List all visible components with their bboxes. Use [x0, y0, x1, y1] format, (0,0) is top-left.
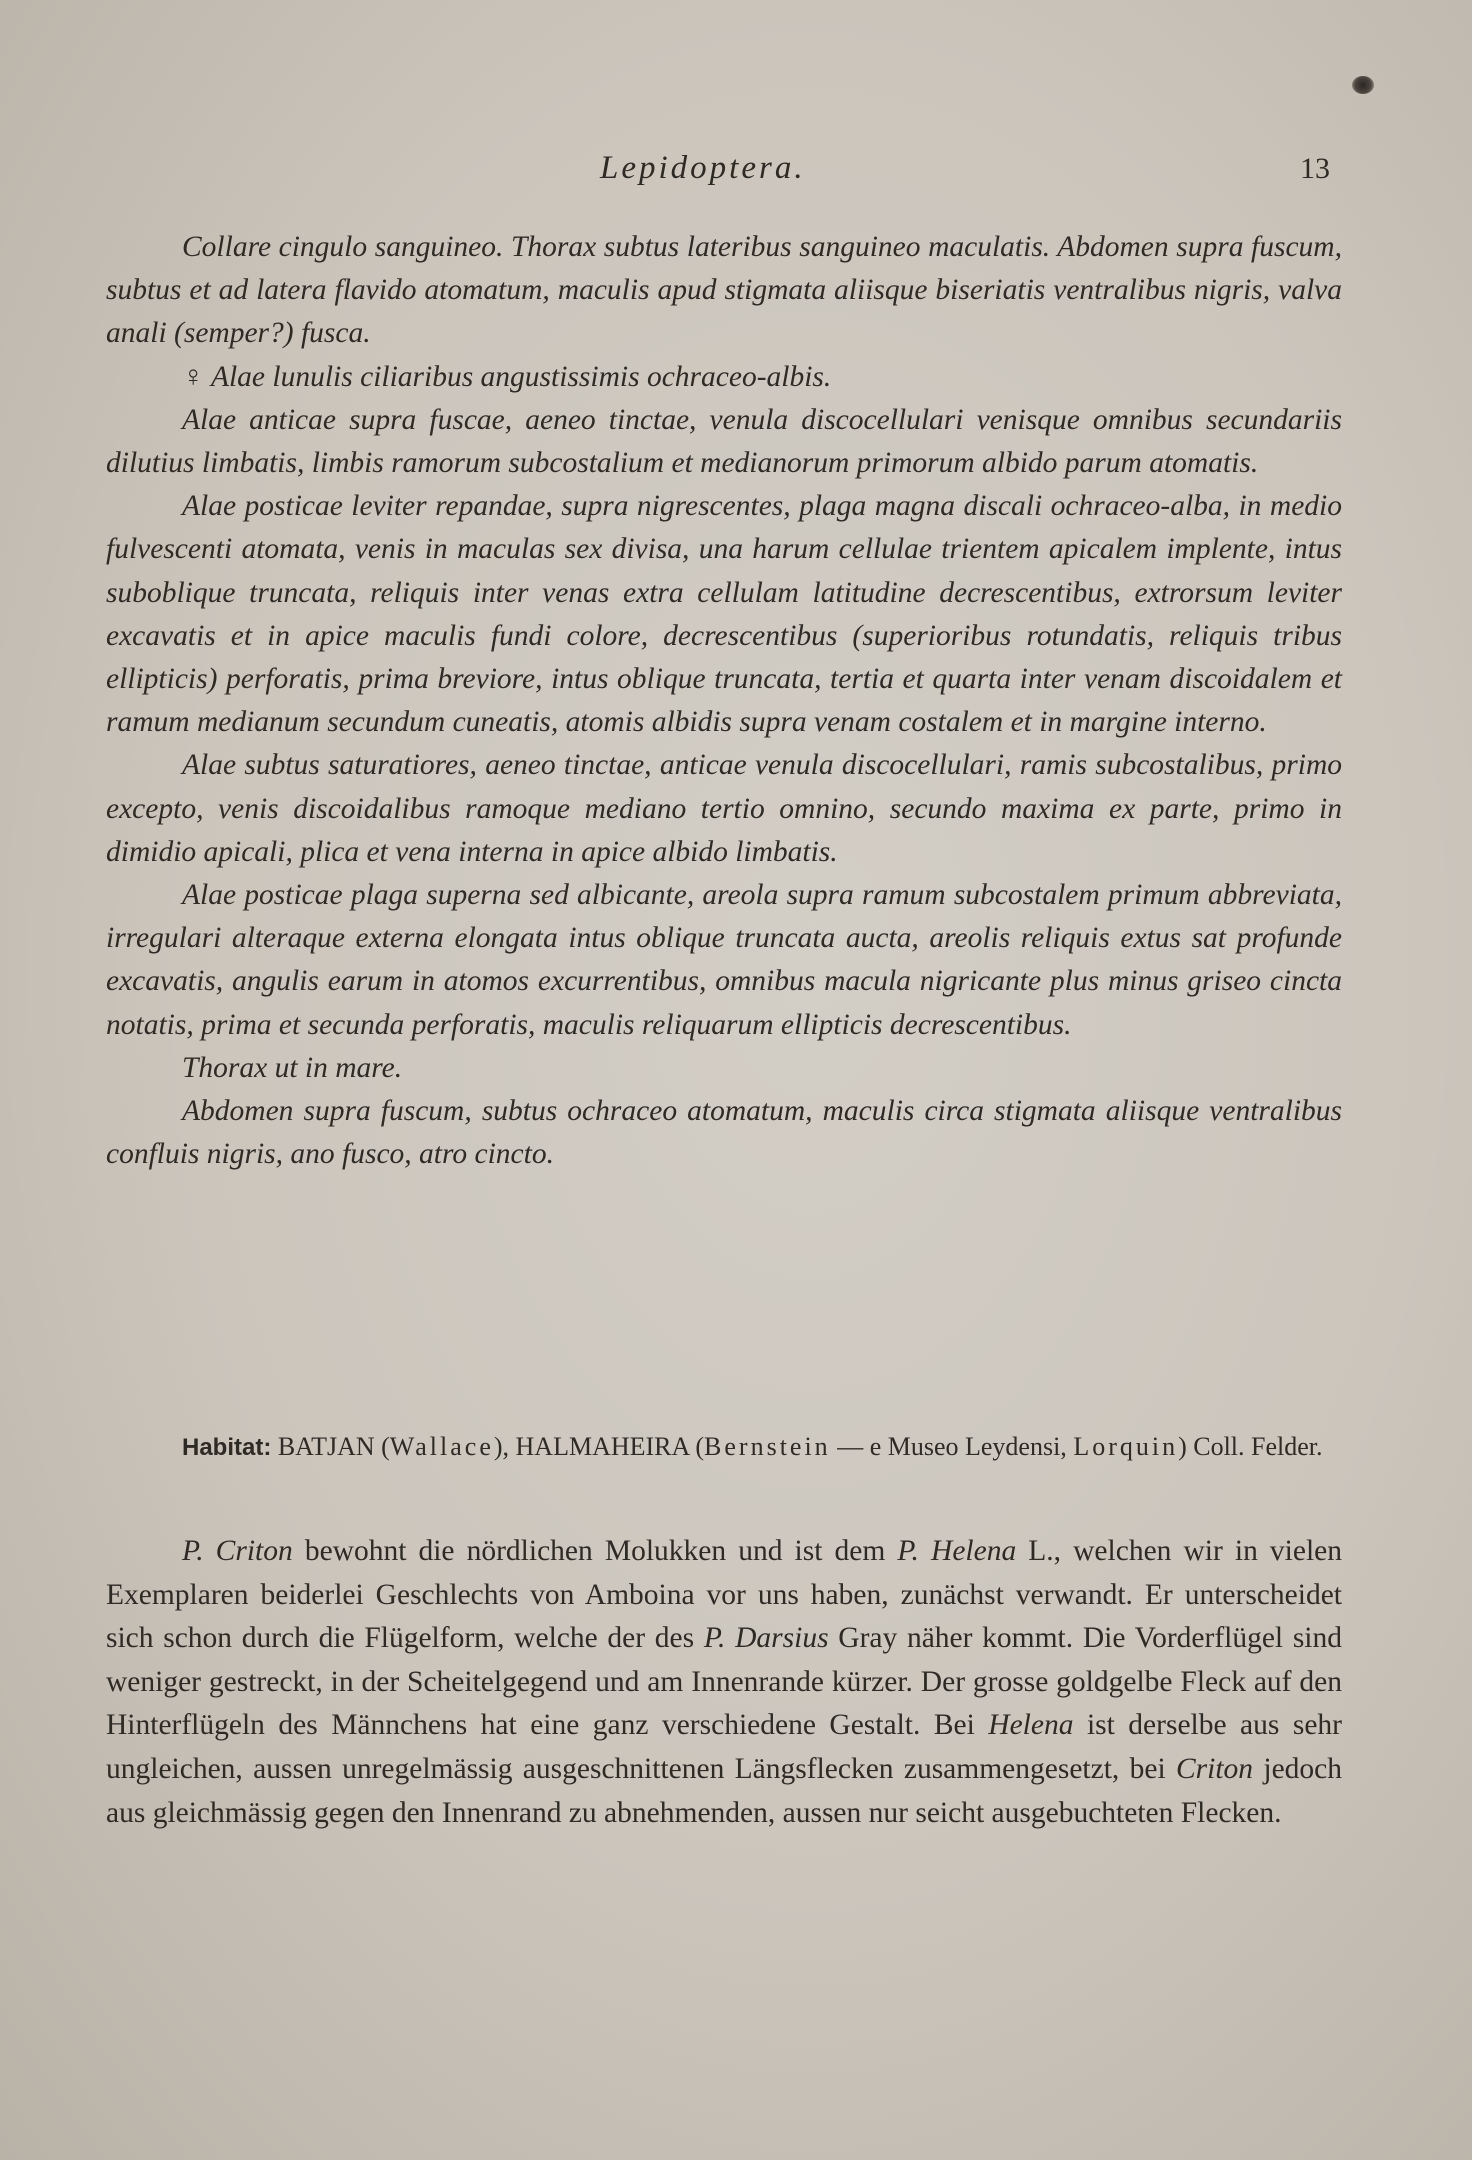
habitat-label: Habitat:	[182, 1434, 272, 1461]
discussion-text: ist derselbe aus sehr ungleichen, aussen unregelmässig ausgeschnittenen Längsflecken zusammengesetzt, bei	[106, 1709, 1343, 1785]
latin-description	[106, 226, 1342, 1176]
paragraph-alae-anticae: Alae anticae supra fuscae, aeneo tinctae, venula discocellulari venisque omnibus secundariis dilutius limbatis, limbis ramorum subcostalium et medianorum primorum albido parum atomatis.	[106, 403, 1342, 480]
ink-spot	[1352, 76, 1374, 94]
german-discussion	[106, 1530, 1342, 1835]
collector-name: Wallace	[389, 1432, 494, 1461]
paragraph-alae-posticae: Alae posticae leviter repandae, supra nigrescentes, plaga magna discali ochraceo-alba, in medio fulvescenti atomata, venis in maculas sex divisa, una harum cellulae trientem apicalem implente, intus suboblique truncata, reliquis inter venas extra cellulam latitudine decrescentibus, extrorsum leviter excavatis et in apice maculis fundi colore, decrescentibus (superioribus rotundatis, reliquis tribus ellipticis) perforatis, prima breviore, intus oblique truncata, tertia et quarta inter venam discoidalem et ramum medianum secundum cuneatis, atomis albidis supra venam costalem et in margine interno.	[106, 490, 1342, 739]
collector-name: Lorquin	[1073, 1432, 1179, 1461]
habitat-line	[106, 1426, 1342, 1468]
species-name: P. Criton	[182, 1535, 293, 1567]
discussion-text: bewohnt die nördlichen Molukken und ist dem	[292, 1535, 898, 1567]
paragraph-female-alae: ♀ Alae lunulis ciliaribus angustissimis ochraceo-albis.	[182, 360, 832, 393]
habitat-text: ), HALMAHEIRA (	[493, 1432, 705, 1461]
species-name: P. Helena	[897, 1535, 1017, 1567]
habitat-text: ) Coll. Felder.	[1178, 1432, 1323, 1461]
species-name: Helena	[988, 1709, 1074, 1742]
discussion-text: Gray näher kommt. Die Vorderflügel sind weniger gestreckt, in der Scheitelgegend und am Innenrande kürzer. Der grosse goldgelbe Fleck auf den Hinterflügeln des Männchens hat eine ganz verschiedene Gestalt. Bei	[106, 1622, 1343, 1742]
paragraph-alae-subtus: Alae subtus saturatiores, aeneo tinctae, anticae venula discocellulari, ramis subcostalibus, primo excepto, venis discoidalibus ramoque mediano tertio omnino, secundo maxima ex parte, primo in dimidio apicali, plica et vena interna in apice albido limbatis.	[106, 749, 1342, 868]
paragraph-collare: Collare cingulo sanguineo. Thorax subtus lateribus sanguineo maculatis. Abdomen supra fuscum, subtus et ad latera flavido atomatum, maculis apud stigmata aliisque biseriatis ventralibus nigris, valva anali (semper?) fusca.	[106, 231, 1342, 350]
habitat-text: BATJAN (	[277, 1432, 390, 1461]
species-name: Criton	[1175, 1752, 1254, 1785]
paragraph-thorax: Thorax ut in mare.	[182, 1051, 403, 1084]
species-name: P. Darsius	[703, 1622, 829, 1655]
habitat-text: — e Museo Leydensi,	[830, 1432, 1074, 1461]
paragraph-alae-posticae-subtus: Alae posticae plaga superna sed albicante, areola supra ramum subcostalem primum abbreviata, irregulari alteraque externa elongata intus oblique truncata aucta, areolis reliquis extus sat profunde excavatis, angulis earum in atomos excurrentibus, omnibus macula nigricante plus minus griseo cincta notatis, prima et secunda perforatis, maculis reliquarum ellipticis decrescentibus.	[106, 879, 1342, 1041]
paragraph-abdomen: Abdomen supra fuscum, subtus ochraceo atomatum, maculis circa stigmata aliisque ventralibus confluis nigris, ano fusco, atro cincto.	[106, 1095, 1342, 1171]
collector-name: Bernstein	[704, 1432, 831, 1461]
page-number: 13	[1300, 152, 1330, 185]
discussion-text: jedoch aus gleichmässig gegen den Innenrand zu abnehmenden, aussen nur seicht ausgebuchteten Flecken.	[106, 1752, 1343, 1829]
running-head: Lepidoptera.	[600, 150, 806, 186]
discussion-text: L., welchen wir in vielen Exemplaren beiderlei Geschlechts von Amboina vor uns haben, zunächst verwandt. Er unterscheidet sich schon durch die Flügelform, welche der des	[106, 1535, 1343, 1655]
